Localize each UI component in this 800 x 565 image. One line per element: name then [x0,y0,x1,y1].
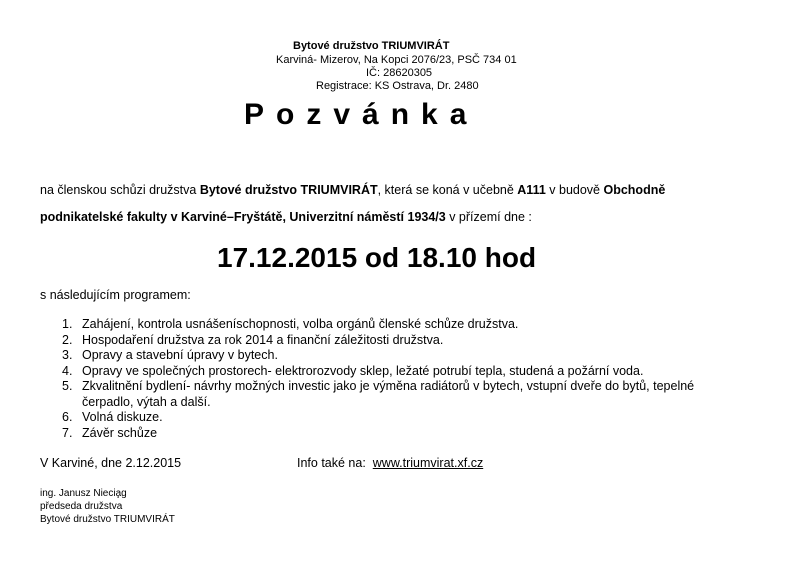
meeting-date-time: 17.12.2015 od 18.10 hod [217,242,537,273]
program-item: 6. Volná diskuze. [62,410,163,424]
org-ic: IČ: 28620305 [366,67,433,79]
intro-building: Obchodně [603,183,666,197]
intro-text-2: , která se koná v učebně [377,183,518,197]
program-item: 1. Zahájení, kontrola usnášeníschopnosti, volba orgánů členské schůze družstva. [62,317,519,331]
info-label: Info také na: [297,456,366,470]
place-date: V Karviné, dne 2.12.2015 [40,456,182,470]
program-item: 2. Hospodaření družstva za rok 2014 a finanční záležitosti družstva. [62,332,444,347]
program-item: 5. Zkvalitnění bydlení- návrhy možných investic jako je výměna radiátorů v bytech, vstupní dveře do bytů, tepelné čerpadlo, výtah a další. [62,379,695,409]
intro-text-3: v budově [545,183,604,197]
intro-location: podnikatelské fakulty v Karviné–Fryštátě, Univerzitní náměstí 1934/3 [40,210,446,224]
website-link[interactable]: www.triumvirat.xf.cz [372,456,484,470]
intro-line-2 [40,210,532,224]
info-line [297,456,483,470]
page-title: Pozvánka [244,98,479,131]
signer-org: Bytové družstvo TRIUMVIRÁT [40,514,175,525]
intro-room: A111 [517,183,546,197]
program-list [62,317,722,441]
intro-line-1 [40,183,665,197]
intro-location-rest: v přízemí dne : [445,210,532,224]
org-address: Karviná- Mizerov, Na Kopci 2076/23, PSČ 734 01 [276,54,517,66]
intro-org: Bytové družstvo TRIUMVIRÁT [199,183,378,197]
program-item: 3. Opravy a stavební úpravy v bytech. [62,348,278,362]
program-item: 4. Opravy ve společných prostorech- elektrorozvody sklep, ležaté potrubí tepla, studená a požární voda. [62,363,644,378]
intro-text-1: na členskou schůzi družstva [40,183,200,197]
signer-name: ing. Janusz Niecia̧g [40,488,127,499]
program-intro: s následujícím programem: [40,288,191,302]
program-item: 7. Závěr schůze [62,425,158,440]
org-name: Bytové družstvo TRIUMVIRÁT [293,40,450,52]
org-registration: Registrace: KS Ostrava, Dr. 2480 [316,80,479,92]
signer-role: předseda družstva [40,501,123,512]
